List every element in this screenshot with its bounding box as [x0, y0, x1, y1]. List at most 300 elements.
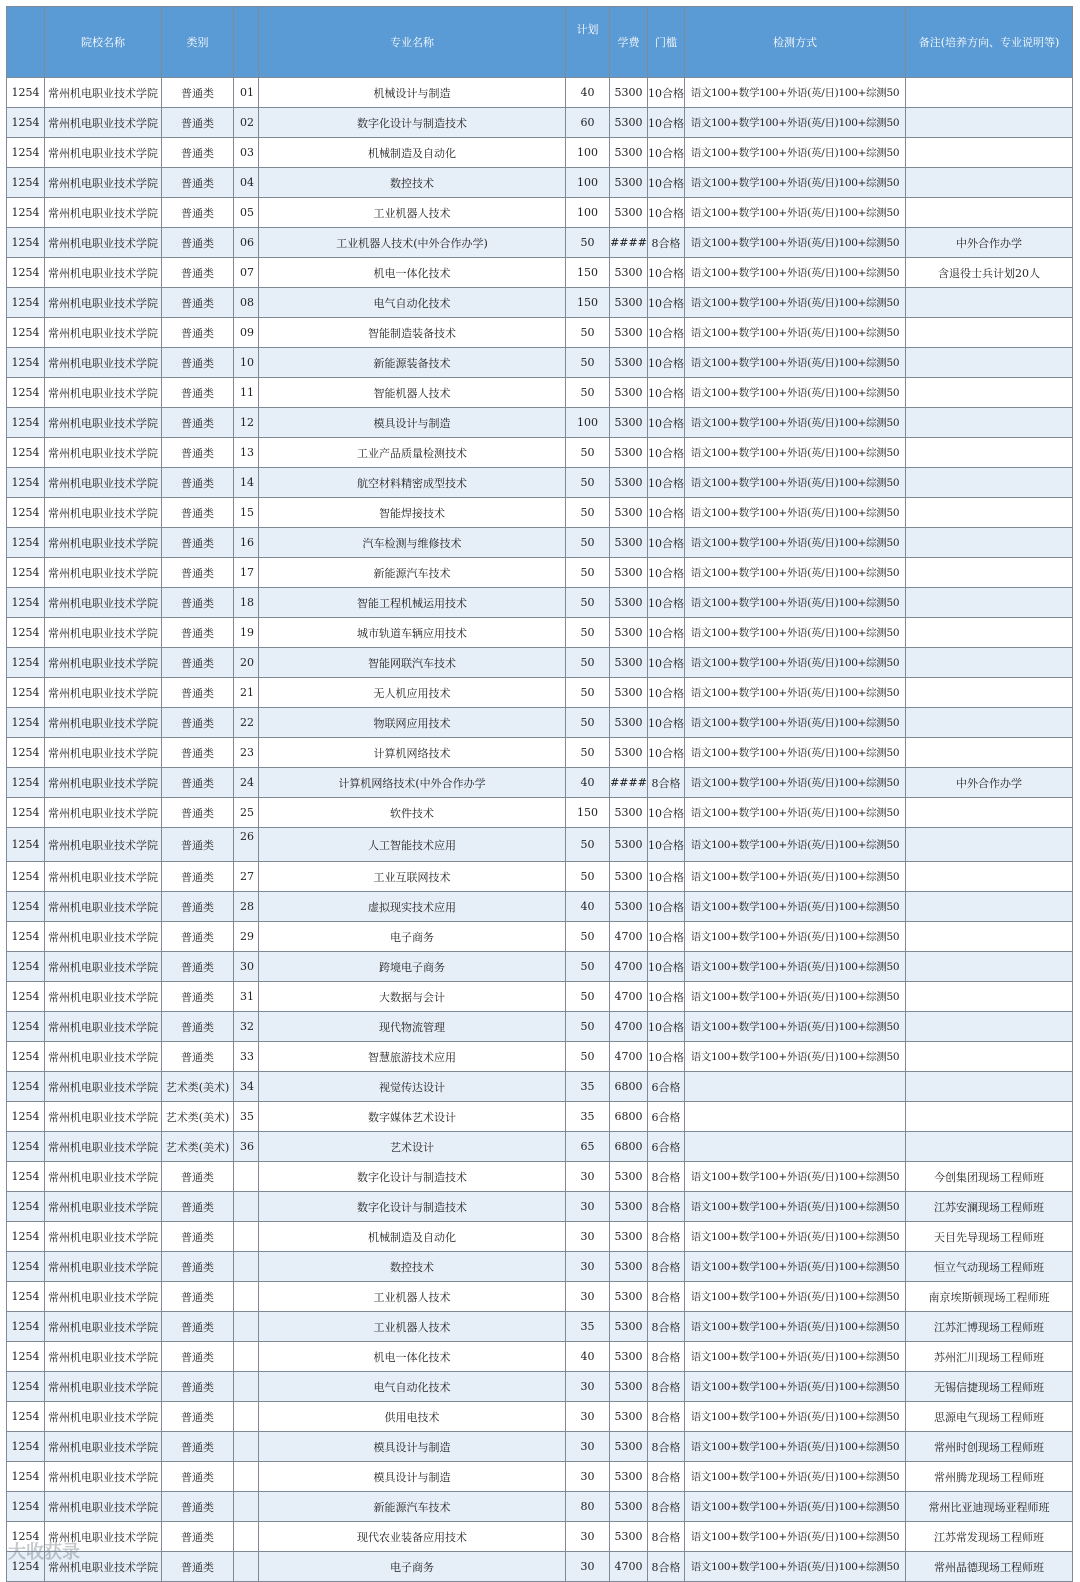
school-name: 常州机电职业技术学院: [45, 1462, 162, 1492]
school-name: 常州机电职业技术学院: [45, 952, 162, 982]
school-code: 1254: [7, 1042, 45, 1072]
plan: 30: [566, 1462, 610, 1492]
plan: 50: [566, 378, 610, 408]
category: 艺术类(美术): [162, 1132, 234, 1162]
major-code: [234, 1162, 259, 1192]
major-name: 机电一体化技术: [259, 1342, 566, 1372]
fee: 4700: [610, 952, 648, 982]
table-row: [7, 1192, 1073, 1222]
plan: 150: [566, 798, 610, 828]
category: 普通类: [162, 1192, 234, 1222]
category: 普通类: [162, 318, 234, 348]
note: [906, 528, 1073, 558]
major-name: 智能焊接技术: [259, 498, 566, 528]
school-code: 1254: [7, 1192, 45, 1222]
fee: 5300: [610, 168, 648, 198]
threshold: 8合格: [648, 228, 685, 258]
school-name: 常州机电职业技术学院: [45, 982, 162, 1012]
school-name: 常州机电职业技术学院: [45, 1072, 162, 1102]
fee: 5300: [610, 828, 648, 862]
fee: 5300: [610, 1522, 648, 1552]
category: 普通类: [162, 1402, 234, 1432]
category: 普通类: [162, 1432, 234, 1462]
plan: 50: [566, 228, 610, 258]
major-code: 33: [234, 1042, 259, 1072]
school-name: 常州机电职业技术学院: [45, 862, 162, 892]
fee: 5300: [610, 1492, 648, 1522]
note: [906, 1012, 1073, 1042]
category: 普通类: [162, 828, 234, 862]
school-name: 常州机电职业技术学院: [45, 108, 162, 138]
fee: 5300: [610, 528, 648, 558]
major-name: 工业机器人技术: [259, 1282, 566, 1312]
admission-plan-table: [6, 6, 1073, 1582]
major-code: 03: [234, 138, 259, 168]
plan: 50: [566, 922, 610, 952]
threshold: 10合格: [648, 468, 685, 498]
fee: 4700: [610, 1552, 648, 1582]
test-method: 语文100+数学100+外语(英/日)100+综测50: [685, 1552, 906, 1582]
major-code: 29: [234, 922, 259, 952]
plan: 60: [566, 108, 610, 138]
major-name: 数字媒体艺术设计: [259, 1102, 566, 1132]
school-code: 1254: [7, 1132, 45, 1162]
header-code: [234, 7, 259, 78]
category: 普通类: [162, 768, 234, 798]
note: [906, 468, 1073, 498]
school-name: 常州机电职业技术学院: [45, 1102, 162, 1132]
school-name: 常州机电职业技术学院: [45, 1492, 162, 1522]
plan: 30: [566, 1402, 610, 1432]
note: [906, 168, 1073, 198]
plan: 50: [566, 952, 610, 982]
plan: 30: [566, 1552, 610, 1582]
header-blank: [7, 7, 45, 78]
test-method: 语文100+数学100+外语(英/日)100+综测50: [685, 498, 906, 528]
school-name: 常州机电职业技术学院: [45, 1432, 162, 1462]
note: 恒立气动现场工程师班: [906, 1252, 1073, 1282]
category: 普通类: [162, 952, 234, 982]
table-row: [7, 1342, 1073, 1372]
school-code: 1254: [7, 678, 45, 708]
fee: 5300: [610, 318, 648, 348]
school-name: 常州机电职业技术学院: [45, 1192, 162, 1222]
test-method: 语文100+数学100+外语(英/日)100+综测50: [685, 922, 906, 952]
major-name: 数字化设计与制造技术: [259, 1162, 566, 1192]
threshold: 8合格: [648, 1402, 685, 1432]
category: 普通类: [162, 498, 234, 528]
category: 普通类: [162, 168, 234, 198]
fee: 5300: [610, 648, 648, 678]
school-name: 常州机电职业技术学院: [45, 922, 162, 952]
table-row: [7, 798, 1073, 828]
major-code: [234, 1462, 259, 1492]
table-row: [7, 138, 1073, 168]
table-row: [7, 1072, 1073, 1102]
school-code: 1254: [7, 348, 45, 378]
school-name: 常州机电职业技术学院: [45, 468, 162, 498]
test-method: 语文100+数学100+外语(英/日)100+综测50: [685, 228, 906, 258]
major-name: 工业机器人技术(中外合作办学): [259, 228, 566, 258]
category: 普通类: [162, 558, 234, 588]
note: [906, 648, 1073, 678]
major-code: 21: [234, 678, 259, 708]
plan: 150: [566, 288, 610, 318]
plan: 50: [566, 1012, 610, 1042]
school-name: 常州机电职业技术学院: [45, 528, 162, 558]
threshold: 10合格: [648, 828, 685, 862]
table-row: [7, 738, 1073, 768]
threshold: 8合格: [648, 1462, 685, 1492]
table-row: [7, 528, 1073, 558]
major-code: 31: [234, 982, 259, 1012]
category: 普通类: [162, 738, 234, 768]
fee: 4700: [610, 1012, 648, 1042]
category: 普通类: [162, 1462, 234, 1492]
table-row: [7, 258, 1073, 288]
school-name: 常州机电职业技术学院: [45, 798, 162, 828]
note: 常州腾龙现场工程师班: [906, 1462, 1073, 1492]
fee: 5300: [610, 198, 648, 228]
school-code: 1254: [7, 1492, 45, 1522]
category: 普通类: [162, 1372, 234, 1402]
header-major: 专业名称: [259, 7, 566, 78]
fee: 5300: [610, 892, 648, 922]
test-method: 语文100+数学100+外语(英/日)100+综测50: [685, 1042, 906, 1072]
school-name: 常州机电职业技术学院: [45, 1042, 162, 1072]
threshold: 10合格: [648, 498, 685, 528]
category: 普通类: [162, 708, 234, 738]
major-code: 32: [234, 1012, 259, 1042]
note: [906, 198, 1073, 228]
test-method: 语文100+数学100+外语(英/日)100+综测50: [685, 1222, 906, 1252]
test-method: [685, 1102, 906, 1132]
fee: 5300: [610, 348, 648, 378]
category: 普通类: [162, 618, 234, 648]
table-row: [7, 1012, 1073, 1042]
test-method: 语文100+数学100+外语(英/日)100+综测50: [685, 1342, 906, 1372]
test-method: 语文100+数学100+外语(英/日)100+综测50: [685, 258, 906, 288]
threshold: 8合格: [648, 1252, 685, 1282]
fee: ####: [610, 768, 648, 798]
table-row: [7, 438, 1073, 468]
major-name: 物联网应用技术: [259, 708, 566, 738]
school-code: 1254: [7, 768, 45, 798]
major-name: 艺术设计: [259, 1132, 566, 1162]
school-name: 常州机电职业技术学院: [45, 708, 162, 738]
school-code: 1254: [7, 1372, 45, 1402]
plan: 40: [566, 78, 610, 108]
note: 今创集团现场工程师班: [906, 1162, 1073, 1192]
fee: 5300: [610, 1192, 648, 1222]
school-name: 常州机电职业技术学院: [45, 408, 162, 438]
category: 普通类: [162, 1312, 234, 1342]
fee: 5300: [610, 618, 648, 648]
table-row: [7, 828, 1073, 862]
school-name: 常州机电职业技术学院: [45, 498, 162, 528]
school-name: 常州机电职业技术学院: [45, 1552, 162, 1582]
school-code: 1254: [7, 1402, 45, 1432]
test-method: 语文100+数学100+外语(英/日)100+综测50: [685, 678, 906, 708]
school-code: 1254: [7, 1552, 45, 1582]
test-method: 语文100+数学100+外语(英/日)100+综测50: [685, 862, 906, 892]
plan: 35: [566, 1072, 610, 1102]
category: 普通类: [162, 1162, 234, 1192]
threshold: 10合格: [648, 1012, 685, 1042]
school-name: 常州机电职业技术学院: [45, 1402, 162, 1432]
fee: 5300: [610, 1222, 648, 1252]
note: [906, 678, 1073, 708]
fee: 5300: [610, 678, 648, 708]
major-code: 30: [234, 952, 259, 982]
plan: 50: [566, 318, 610, 348]
table-row: [7, 1432, 1073, 1462]
school-code: 1254: [7, 438, 45, 468]
threshold: 10合格: [648, 798, 685, 828]
fee: 5300: [610, 1402, 648, 1432]
header-test-method: 检测方式: [685, 7, 906, 78]
school-code: 1254: [7, 288, 45, 318]
table-row: [7, 922, 1073, 952]
major-code: 17: [234, 558, 259, 588]
test-method: 语文100+数学100+外语(英/日)100+综测50: [685, 468, 906, 498]
major-code: 34: [234, 1072, 259, 1102]
major-name: 航空材料精密成型技术: [259, 468, 566, 498]
threshold: 10合格: [648, 318, 685, 348]
note: [906, 862, 1073, 892]
fee: 6800: [610, 1132, 648, 1162]
major-code: 28: [234, 892, 259, 922]
school-name: 常州机电职业技术学院: [45, 648, 162, 678]
plan: 40: [566, 1342, 610, 1372]
category: 普通类: [162, 1222, 234, 1252]
table-row: [7, 318, 1073, 348]
threshold: 10合格: [648, 678, 685, 708]
fee: 5300: [610, 1282, 648, 1312]
major-code: 27: [234, 862, 259, 892]
test-method: 语文100+数学100+外语(英/日)100+综测50: [685, 1162, 906, 1192]
major-code: 22: [234, 708, 259, 738]
major-code: 14: [234, 468, 259, 498]
school-code: 1254: [7, 408, 45, 438]
threshold: 10合格: [648, 78, 685, 108]
school-name: 常州机电职业技术学院: [45, 1252, 162, 1282]
school-code: 1254: [7, 892, 45, 922]
school-name: 常州机电职业技术学院: [45, 258, 162, 288]
note: 含退役士兵计划20人: [906, 258, 1073, 288]
table-row: [7, 1162, 1073, 1192]
major-name: 新能源汽车技术: [259, 558, 566, 588]
note: [906, 1042, 1073, 1072]
fee: 5300: [610, 258, 648, 288]
threshold: 6合格: [648, 1132, 685, 1162]
fee: 5300: [610, 408, 648, 438]
plan: 100: [566, 198, 610, 228]
test-method: [685, 1072, 906, 1102]
threshold: 8合格: [648, 1522, 685, 1552]
test-method: 语文100+数学100+外语(英/日)100+综测50: [685, 648, 906, 678]
table-row: [7, 1372, 1073, 1402]
major-code: [234, 1522, 259, 1552]
school-code: 1254: [7, 738, 45, 768]
school-code: 1254: [7, 648, 45, 678]
fee: 5300: [610, 862, 648, 892]
major-name: 电子商务: [259, 922, 566, 952]
note: [906, 378, 1073, 408]
table-row: [7, 228, 1073, 258]
category: 普通类: [162, 138, 234, 168]
category: 普通类: [162, 438, 234, 468]
category: 普通类: [162, 1342, 234, 1372]
major-code: [234, 1402, 259, 1432]
school-code: 1254: [7, 1342, 45, 1372]
note: 思源电气现场工程师班: [906, 1402, 1073, 1432]
fee: 4700: [610, 922, 648, 952]
header-threshold: 门槛: [648, 7, 685, 78]
threshold: 6合格: [648, 1072, 685, 1102]
major-code: [234, 1282, 259, 1312]
major-code: 01: [234, 78, 259, 108]
major-code: 24: [234, 768, 259, 798]
major-code: 08: [234, 288, 259, 318]
major-name: 视觉传达设计: [259, 1072, 566, 1102]
school-name: 常州机电职业技术学院: [45, 1132, 162, 1162]
header-school: 院校名称: [45, 7, 162, 78]
plan: 50: [566, 438, 610, 468]
test-method: 语文100+数学100+外语(英/日)100+综测50: [685, 892, 906, 922]
test-method: 语文100+数学100+外语(英/日)100+综测50: [685, 588, 906, 618]
category: 普通类: [162, 1492, 234, 1522]
plan: 50: [566, 348, 610, 378]
note: 南京埃斯顿现场工程师班: [906, 1282, 1073, 1312]
major-name: 电气自动化技术: [259, 288, 566, 318]
threshold: 10合格: [648, 258, 685, 288]
threshold: 8合格: [648, 1552, 685, 1582]
major-name: 大数据与会计: [259, 982, 566, 1012]
note: [906, 618, 1073, 648]
plan: 40: [566, 768, 610, 798]
school-code: 1254: [7, 378, 45, 408]
plan: 50: [566, 618, 610, 648]
threshold: 10合格: [648, 348, 685, 378]
school-code: 1254: [7, 558, 45, 588]
major-name: 机械设计与制造: [259, 78, 566, 108]
threshold: 10合格: [648, 952, 685, 982]
major-name: 工业产品质量检测技术: [259, 438, 566, 468]
note: 天目先导现场工程师班: [906, 1222, 1073, 1252]
category: 普通类: [162, 288, 234, 318]
plan: 30: [566, 1162, 610, 1192]
school-name: 常州机电职业技术学院: [45, 378, 162, 408]
threshold: 10合格: [648, 982, 685, 1012]
threshold: 8合格: [648, 1312, 685, 1342]
category: 普通类: [162, 198, 234, 228]
major-name: 虚拟现实技术应用: [259, 892, 566, 922]
major-code: 09: [234, 318, 259, 348]
category: 普通类: [162, 108, 234, 138]
school-name: 常州机电职业技术学院: [45, 892, 162, 922]
major-code: 10: [234, 348, 259, 378]
major-code: 15: [234, 498, 259, 528]
major-name: 软件技术: [259, 798, 566, 828]
major-name: 智能制造装备技术: [259, 318, 566, 348]
school-name: 常州机电职业技术学院: [45, 1522, 162, 1552]
table-body: [7, 78, 1073, 1582]
test-method: 语文100+数学100+外语(英/日)100+综测50: [685, 1282, 906, 1312]
major-code: [234, 1432, 259, 1462]
school-name: 常州机电职业技术学院: [45, 618, 162, 648]
school-name: 常州机电职业技术学院: [45, 1222, 162, 1252]
category: 普通类: [162, 678, 234, 708]
threshold: 8合格: [648, 1222, 685, 1252]
category: 普通类: [162, 348, 234, 378]
category: 普通类: [162, 378, 234, 408]
note: [906, 498, 1073, 528]
category: 普通类: [162, 588, 234, 618]
school-code: 1254: [7, 78, 45, 108]
fee: 5300: [610, 438, 648, 468]
threshold: 10合格: [648, 558, 685, 588]
note: 江苏安澜现场工程师班: [906, 1192, 1073, 1222]
test-method: 语文100+数学100+外语(英/日)100+综测50: [685, 828, 906, 862]
test-method: 语文100+数学100+外语(英/日)100+综测50: [685, 1462, 906, 1492]
major-name: 电子商务: [259, 1552, 566, 1582]
fee: 5300: [610, 1432, 648, 1462]
school-code: 1254: [7, 1282, 45, 1312]
plan: 80: [566, 1492, 610, 1522]
table-row: [7, 78, 1073, 108]
note: [906, 348, 1073, 378]
school-name: 常州机电职业技术学院: [45, 1312, 162, 1342]
major-code: 16: [234, 528, 259, 558]
plan: 50: [566, 498, 610, 528]
note: [906, 288, 1073, 318]
plan: 150: [566, 258, 610, 288]
school-name: 常州机电职业技术学院: [45, 1012, 162, 1042]
threshold: 10合格: [648, 892, 685, 922]
note: [906, 558, 1073, 588]
note: 中外合作办学: [906, 228, 1073, 258]
category: 普通类: [162, 798, 234, 828]
major-code: 25: [234, 798, 259, 828]
table-row: [7, 408, 1073, 438]
school-code: 1254: [7, 708, 45, 738]
major-name: 现代农业装备应用技术: [259, 1522, 566, 1552]
major-name: 现代物流管理: [259, 1012, 566, 1042]
school-code: 1254: [7, 1432, 45, 1462]
table-row: [7, 498, 1073, 528]
major-name: 供用电技术: [259, 1402, 566, 1432]
table-row: [7, 618, 1073, 648]
table-row: [7, 952, 1073, 982]
note: 苏州汇川现场工程师班: [906, 1342, 1073, 1372]
note: [906, 738, 1073, 768]
major-code: 02: [234, 108, 259, 138]
school-code: 1254: [7, 1102, 45, 1132]
threshold: 10合格: [648, 528, 685, 558]
fee: 5300: [610, 108, 648, 138]
fee: 5300: [610, 378, 648, 408]
major-code: 11: [234, 378, 259, 408]
test-method: 语文100+数学100+外语(英/日)100+综测50: [685, 528, 906, 558]
fee: ####: [610, 228, 648, 258]
major-code: [234, 1222, 259, 1252]
major-code: 26: [234, 828, 259, 862]
note: 常州时创现场工程师班: [906, 1432, 1073, 1462]
major-name: 机械制造及自动化: [259, 138, 566, 168]
category: 普通类: [162, 982, 234, 1012]
test-method: 语文100+数学100+外语(英/日)100+综测50: [685, 108, 906, 138]
